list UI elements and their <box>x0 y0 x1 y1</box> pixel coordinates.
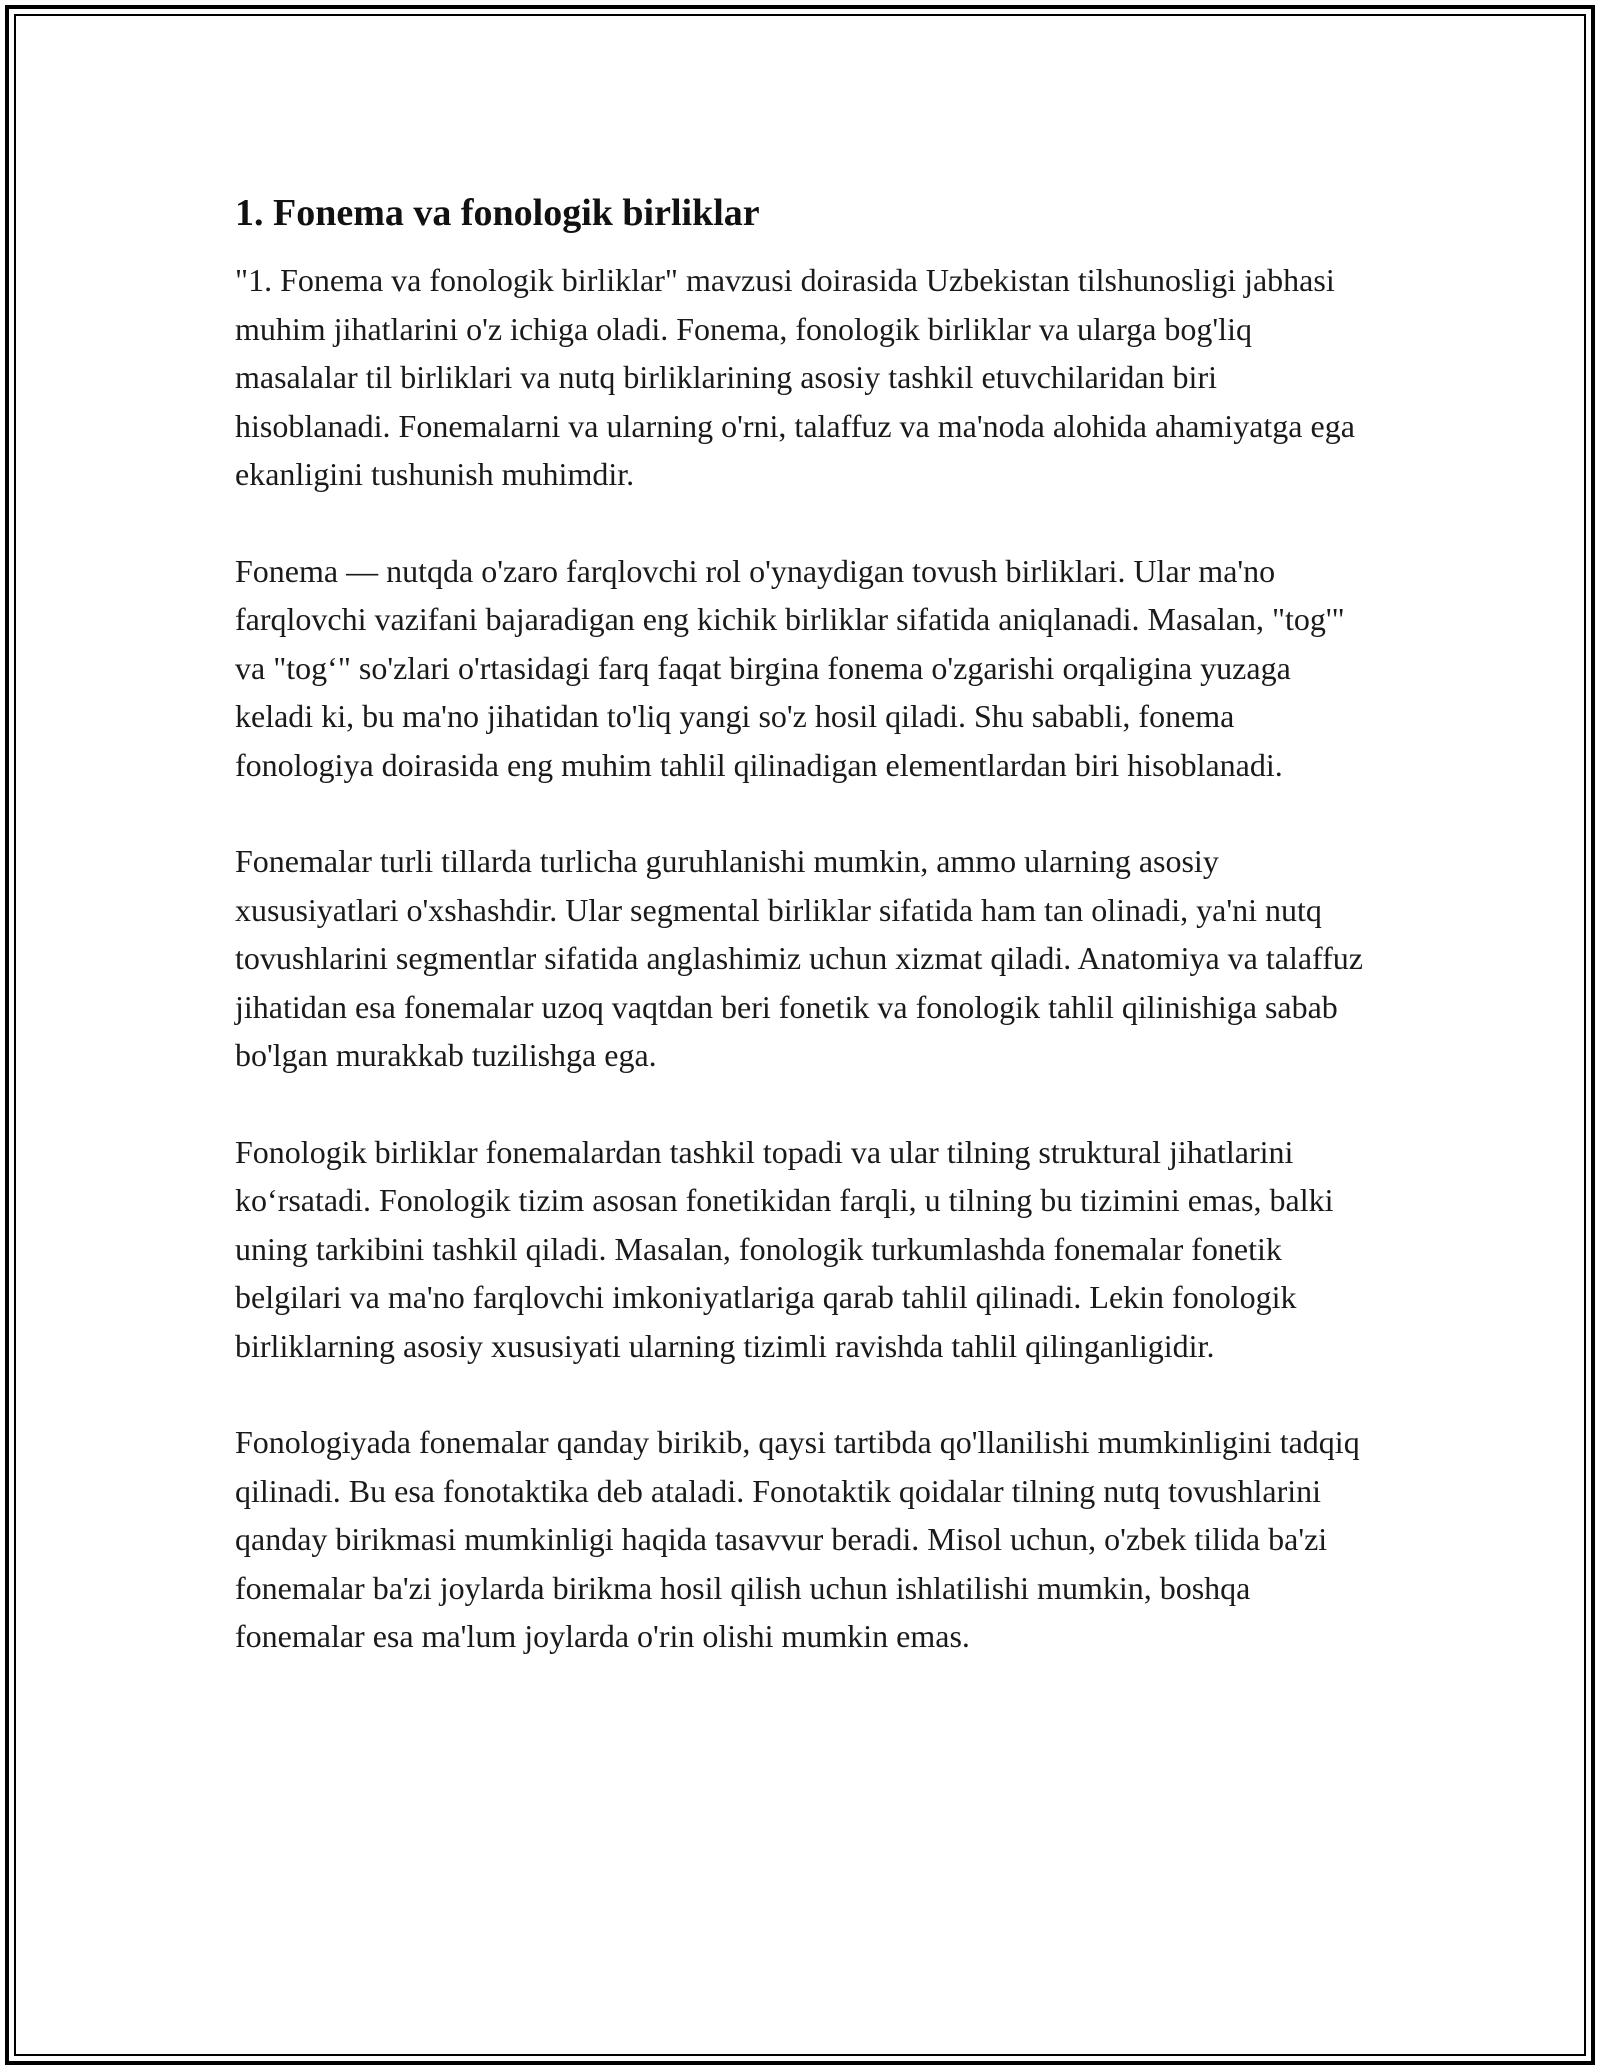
document-body <box>235 185 1370 1709</box>
paragraph-2: Fonema — nutqda o'zaro farqlovchi rol o'ynaydigan tovush birliklari. Ular ma'no farqlovchi vazifani bajaradigan eng kichik birliklar sifatida aniqlanadi. Masalan, "tog'" va "tog‘" so'zlari o'rtasidagi farq faqat birgina fonema o'zgarishi orqaligina yuzaga keladi ki, bu ma'no jihatidan to'liq yangi so'z hosil qiladi. Shu sababli, fonema fonologiya doirasida eng muhim tahlil qilinadigan elementlardan biri hisoblanadi. <box>235 552 1345 783</box>
paragraph-5: Fonologiyada fonemalar qanday birikib, qaysi tartibda qo'llanilishi mumkinligini tadqiq qilinadi. Bu esa fonotaktika deb ataladi. Fonotaktik qoidalar tilning nutq tovushlarini qanday birikmasi mumkinligi haqida tasavvur beradi. Misol uchun, o'zbek tilida ba'zi fonemalar ba'zi joylarda birikma hosil qilish uchun ishlatilishi mumkin, boshqa fonemalar esa ma'lum joylarda o'rin olishi mumkin emas. <box>235 1424 1360 1654</box>
paragraph-1: "1. Fonema va fonologik birliklar" mavzusi doirasida Uzbekistan tilshunosligi jabhasi muhim jihatlarini o'z ichiga oladi. Fonema, fonologik birliklar va ularga bog'liq masalalar til birliklari va nutq birliklarining asosiy tashkil etuvchilaridan biri hisoblanadi. Fonemalarni va ularning o'rni, talaffuz va ma'noda alohida ahamiyatga ega ekanligini tushunish muhimdir. <box>235 262 1355 492</box>
paragraph-3: Fonemalar turli tillarda turlicha guruhlanishi mumkin, ammo ularning asosiy xususiyatlari o'xshashdir. Ular segmental birliklar sifatida ham tan olinadi, ya'ni nutq tovushlarini segmentlar sifatida anglashimiz uchun xizmat qiladi. Anatomiya va talaffuz jihatidan esa fonemalar uzoq vaqtdan beri fonetik va fonologik tahlil qilinishiga sabab bo'lgan murakkab tuzilishga ega. <box>235 843 1363 1073</box>
page-title: 1. Fonema va fonologik birliklar <box>235 192 760 234</box>
paragraph-4: Fonologik birliklar fonemalardan tashkil topadi va ular tilning struktural jihatlarini ko‘rsatadi. Fonologik tizim asosan fonetikidan farqli, u tilning bu tizimini emas, balki uning tarkibini tashkil qiladi. Masalan, fonologik turkumlashda fonemalar fonetik belgilari va ma'no farqlovchi imkoniyatlariga qarab tahlil qilinadi. Lekin fonologik birliklarning asosiy xususiyati ularning tizimli ravishda tahlil qilinganligidir. <box>235 1133 1334 1364</box>
